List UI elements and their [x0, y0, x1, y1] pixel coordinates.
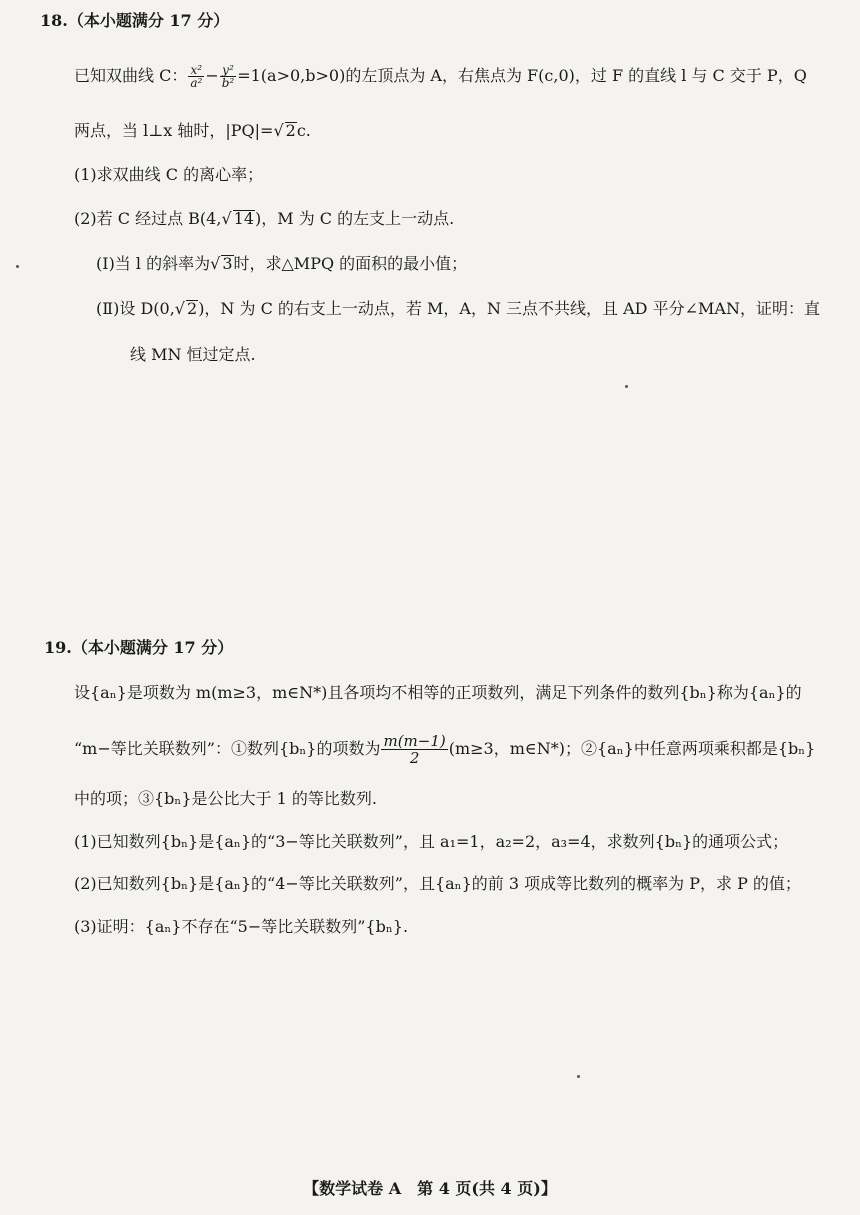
- minus-sign: −: [205, 66, 219, 85]
- q18-line1: [74, 64, 807, 89]
- sqrt-radicand: 3: [222, 254, 233, 273]
- fraction-numerator: x²: [188, 64, 204, 77]
- q19-part2: (2)已知数列{bₙ}是{aₙ}的“4−等比关联数列”，且{aₙ}的前 3 项成等比数列的概率为 P，求 P 的值；: [74, 874, 801, 893]
- q18-line1-a: 已知双曲线 C：: [74, 66, 188, 85]
- print-speck: [16, 265, 19, 268]
- q18-part2-i: (Ⅰ)当 l 的斜率为√ 3时，求△MPQ 的面积的最小值；: [96, 254, 468, 273]
- q19-part1: (1)已知数列{bₙ}是{aₙ}的“3−等比关联数列”，且 a₁=1，a₂=2，a₃=4，求数列{bₙ}的通项公式；: [74, 832, 789, 851]
- q18-line2-a: 两点，当 l⊥x 轴时，|PQ|=: [74, 121, 274, 140]
- q19-heading: 19.（本小题满分 17 分）: [44, 638, 234, 657]
- fraction-numerator: y²: [220, 64, 237, 77]
- q19-line3: 中的项；③{bₙ}是公比大于 1 的等比数列.: [74, 789, 377, 808]
- q19-part3: (3)证明：{aₙ}不存在“5−等比关联数列”{bₙ}.: [74, 917, 409, 936]
- fraction-denominator: a²: [190, 76, 203, 90]
- q18-part1: (1)求双曲线 C 的离心率；: [74, 165, 264, 184]
- q18-line2-b: c.: [296, 121, 311, 140]
- print-speck: [577, 1075, 580, 1078]
- print-speck: [625, 385, 628, 388]
- q18-y-fraction: [220, 64, 237, 89]
- fraction-denominator: 2: [409, 749, 420, 767]
- q18-part2-ii-cont: 线 MN 恒过定点.: [130, 345, 256, 364]
- q18-part2-i-a: (Ⅰ)当 l 的斜率为: [96, 254, 211, 273]
- fraction-denominator: b²: [221, 76, 235, 90]
- q18-part2-ii-b: )，N 为 C 的右支上一动点，若 M，A，N 三点不共线，且 AD 平分∠MAN，证明：直: [198, 299, 820, 318]
- fraction-numerator: m(m−1): [383, 732, 446, 750]
- q18-part2-b: )，M 为 C 的左支上一动点.: [255, 209, 455, 228]
- q18-line2: 两点，当 l⊥x 轴时，|PQ|=√ 2c.: [74, 121, 311, 140]
- q18-part2-a: (2)若 C 经过点 B(4,: [74, 209, 222, 228]
- q18-part2-ii: (Ⅱ)设 D(0,√ 2)，N 为 C 的右支上一动点，若 M，A，N 三点不共线，且 AD 平分∠MAN，证明：直: [96, 299, 820, 318]
- q18-heading: 18.（本小题满分 17 分）: [40, 11, 230, 30]
- q19-line1: 设{aₙ}是项数为 m(m≥3，m∈N*)且各项均不相等的正项数列，满足下列条件的数列{bₙ}称为{aₙ}的: [74, 683, 802, 702]
- q18-x-fraction: [188, 64, 204, 89]
- q19-line2: [74, 733, 815, 766]
- q18-part2-i-b: 时，求△MPQ 的面积的最小值；: [233, 254, 468, 273]
- q19-line2-b: (m≥3，m∈N*)；②{aₙ}中任意两项乘积都是{bₙ}: [448, 739, 816, 758]
- sqrt-radicand: 14: [233, 209, 254, 228]
- q19-fraction: [381, 733, 447, 766]
- q18-part2: (2)若 C 经过点 B(4,√ 14)，M 为 C 的左支上一动点.: [74, 209, 455, 228]
- page-footer: 【数学试卷 A 第 4 页(共 4 页)】: [303, 1179, 557, 1198]
- q18-part2-ii-a: (Ⅱ)设 D(0,: [96, 299, 175, 318]
- q18-line1-b: =1(a>0,b>0)的左顶点为 A，右焦点为 F(c,0)，过 F 的直线 l 与 C 交于 P，Q: [237, 66, 807, 85]
- q19-line2-a: “m−等比关联数列”：①数列{bₙ}的项数为: [74, 739, 381, 758]
- sqrt-radicand: 2: [187, 299, 198, 318]
- sqrt-radicand: 2: [285, 121, 296, 140]
